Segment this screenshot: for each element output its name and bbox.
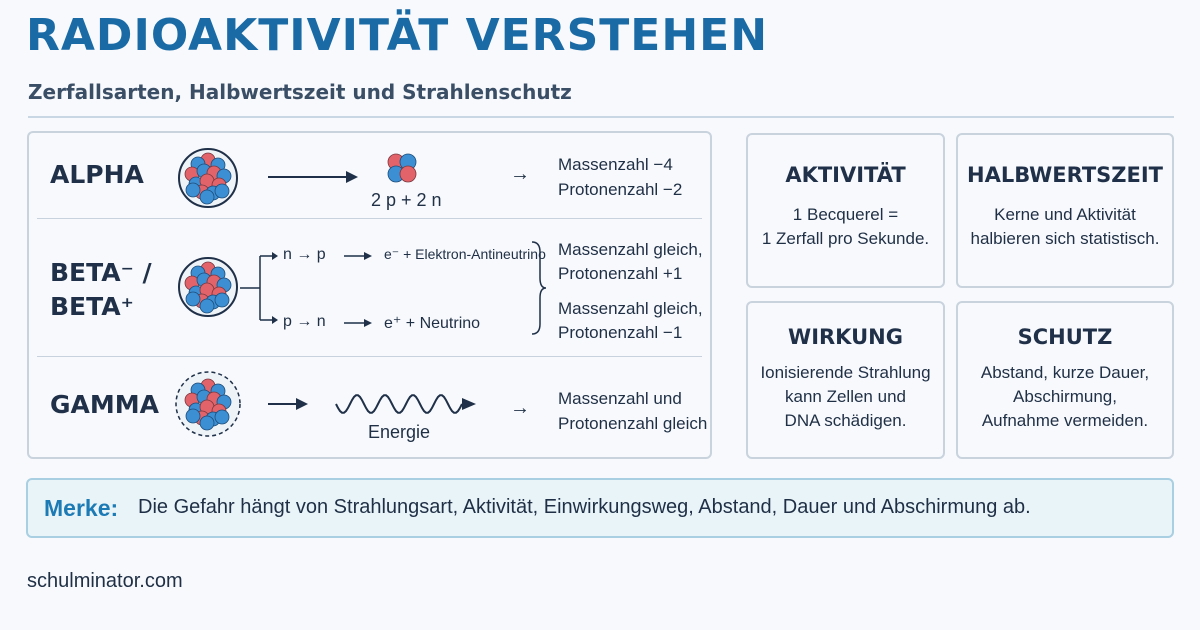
card-schutz-title: SCHUTZ <box>1017 325 1113 349</box>
beta-plus-products: e⁺ + Neutrino <box>384 315 481 332</box>
beta-label-line2: BETA⁺ <box>50 292 134 321</box>
card-aktivitaet <box>746 133 945 288</box>
beta-minus-arrow-icon <box>344 251 372 261</box>
alpha-nucleus-icon <box>176 146 240 210</box>
page-subtitle: Zerfallsarten, Halbwertszeit und Strahlenschutz <box>28 80 572 104</box>
beta-plus-result-proton: Protonenzahl −1 <box>558 323 683 342</box>
card-halbwertszeit-title: HALBWERTSZEIT <box>967 163 1163 187</box>
card-schutz <box>956 301 1174 459</box>
gamma-result-arrow-icon: → <box>510 397 530 419</box>
card-wirkung <box>746 301 945 459</box>
alpha-arrow-icon <box>268 170 358 184</box>
footer-site: schulminator.com <box>27 570 183 592</box>
alpha-result-arrow-icon: → <box>510 163 530 185</box>
page-title: RADIOAKTIVITÄT VERSTEHEN <box>26 10 769 61</box>
merke-text: Die Gefahr hängt von Strahlungsart, Aktivität, Einwirkungsweg, Abstand, Dauer und Abschirmung ab. <box>138 496 1031 518</box>
neutron-ball <box>200 190 214 204</box>
beta-minus-result-mass: Massenzahl gleich, <box>558 240 703 259</box>
header-divider <box>28 116 1174 118</box>
alpha-particle-label: 2 p + 2 n <box>371 190 442 210</box>
neutron-ball <box>215 410 229 424</box>
gamma-wave-label: Energie <box>368 422 431 442</box>
gamma-arrow-icon <box>268 397 308 411</box>
card-wirkung-text: Ionisierende Strahlung kann Zellen und DNA schädigen. <box>760 363 931 430</box>
neutron-ball <box>186 409 200 423</box>
neutron-ball <box>186 292 200 306</box>
merke-label: Merke: <box>44 495 119 521</box>
beta-minus-reaction: n → p <box>283 246 326 263</box>
card-aktivitaet-title: AKTIVITÄT <box>785 163 906 187</box>
neutron-ball <box>215 184 229 198</box>
neutron-ball <box>200 416 214 430</box>
alpha-result-mass: Massenzahl −4 <box>558 155 673 174</box>
beta-minus-products: e⁻ + Elektron-Antineutrino <box>384 246 546 262</box>
beta-plus-result-mass: Massenzahl gleich, <box>558 299 703 318</box>
gamma-result-proton: Protonenzahl gleich <box>558 414 708 433</box>
beta-brace-icon <box>528 240 548 336</box>
beta-nucleus-icon <box>176 255 240 319</box>
merke-note-box <box>26 478 1174 538</box>
beta-label-line1: BETA⁻ / <box>50 258 152 287</box>
alpha-particle-icon <box>384 150 420 186</box>
card-wirkung-title: WIRKUNG <box>788 325 903 349</box>
beta-branch-lines <box>240 248 280 328</box>
gamma-nucleus-icon <box>174 370 242 438</box>
beta-minus-result-proton: Protonenzahl +1 <box>558 264 683 283</box>
card-halbwertszeit <box>956 133 1174 288</box>
row-divider <box>37 356 702 357</box>
neutron-ball <box>186 183 200 197</box>
beta-plus-reaction: p → n <box>283 313 326 330</box>
gamma-label: GAMMA <box>50 390 159 419</box>
alpha-label: ALPHA <box>50 160 144 189</box>
card-aktivitaet-text: 1 Becquerel = 1 Zerfall pro Sekunde. <box>761 205 930 248</box>
gamma-wave-icon <box>336 390 476 418</box>
row-divider <box>37 218 702 219</box>
neutron-ball <box>215 293 229 307</box>
alpha-result-proton: Protonenzahl −2 <box>558 180 683 199</box>
card-schutz-text: Abstand, kurze Dauer, Abschirmung, Aufnahme vermeiden. <box>980 363 1150 430</box>
card-halbwertszeit-text: Kerne und Aktivität halbieren sich statistisch. <box>970 205 1160 248</box>
neutron-ball <box>200 299 214 313</box>
gamma-result-mass: Massenzahl und <box>558 389 682 408</box>
beta-plus-arrow-icon <box>344 318 372 328</box>
